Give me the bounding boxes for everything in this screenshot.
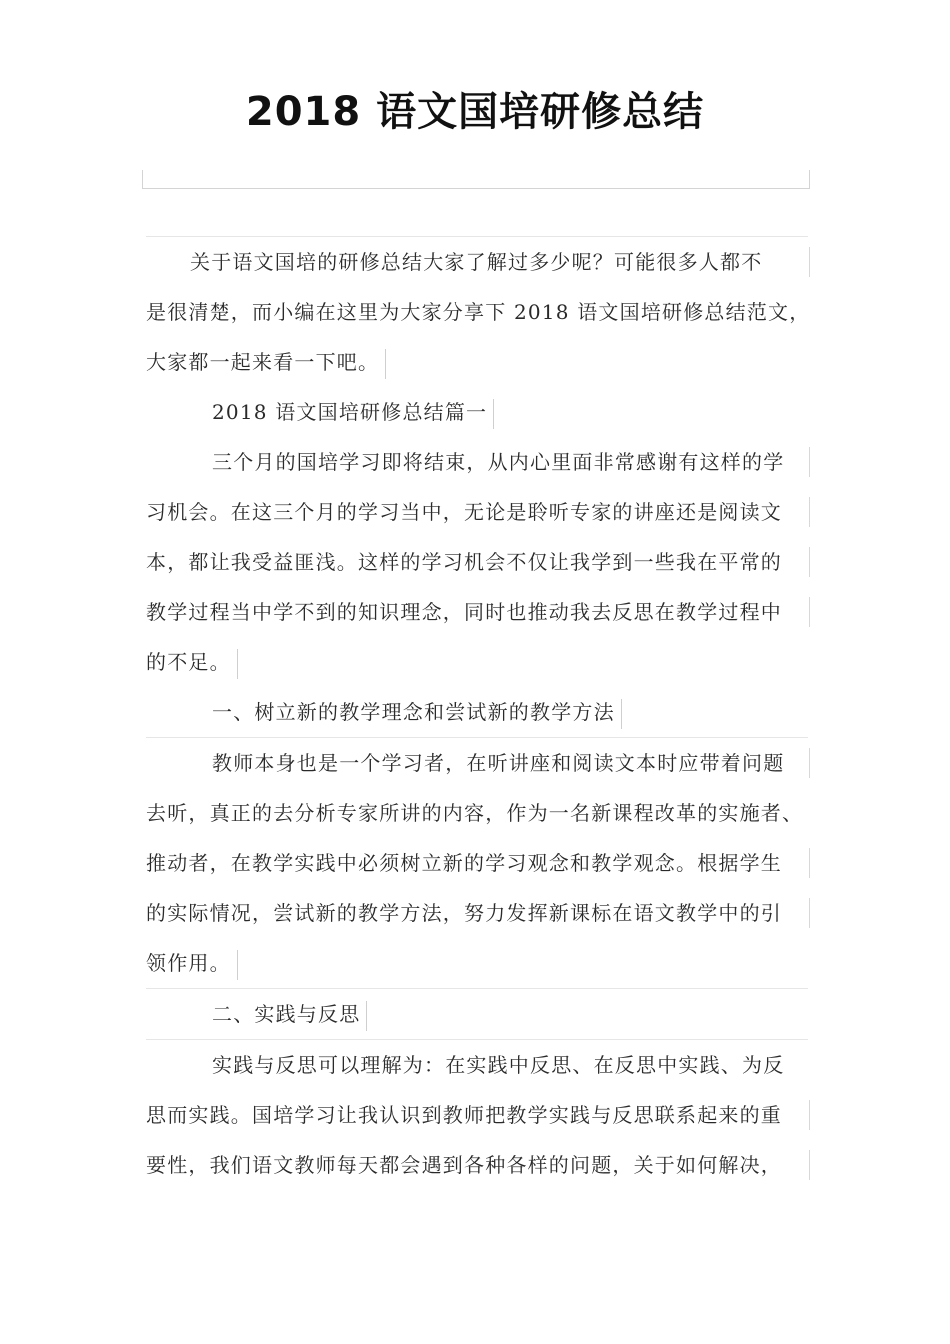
- text-line-content: 关于语文国培的研修总结大家了解过多少呢？可能很多人都不: [190, 250, 763, 274]
- text-line-content: 本，都让我受益匪浅。这样的学习机会不仅让我学到一些我在平常的: [146, 550, 782, 574]
- line-edge-marker: [809, 447, 810, 477]
- section-heading-text: 2018 语文国培研修总结篇一: [212, 400, 488, 424]
- paragraph-end-marker: [237, 950, 238, 980]
- paragraph-end-marker: [366, 1001, 367, 1031]
- line-edge-marker: [809, 247, 810, 277]
- line-edge-marker: [809, 597, 810, 627]
- text-line-content: 推动者，在教学实践中必须树立新的学习观念和教学观念。根据学生: [146, 851, 782, 875]
- section-heading: [146, 687, 808, 737]
- line-edge-marker: [809, 898, 810, 928]
- text-line: [146, 587, 808, 637]
- line-edge-marker: [809, 1150, 810, 1180]
- text-line-content: 三个月的国培学习即将结束，从内心里面非常感谢有这样的学: [212, 450, 785, 474]
- text-line: [146, 437, 808, 487]
- document-body: [146, 236, 811, 1190]
- header-divider: [142, 170, 810, 189]
- text-line-content: 领作用。: [146, 951, 231, 975]
- text-line: [146, 337, 808, 387]
- paragraph-end-marker: [621, 699, 622, 729]
- text-line-content: 教学过程当中学不到的知识理念，同时也推动我去反思在教学过程中: [146, 600, 782, 624]
- text-line: [146, 737, 808, 788]
- line-edge-marker: [809, 547, 810, 577]
- line-edge-marker: [809, 848, 810, 878]
- paragraph-end-marker: [385, 349, 386, 379]
- section-heading-text: 一、树立新的教学理念和尝试新的教学方法: [212, 700, 615, 724]
- text-line-content: 思而实践。国培学习让我认识到教师把教学实践与反思联系起来的重: [146, 1103, 782, 1127]
- text-line: [146, 838, 808, 888]
- text-line: [146, 637, 808, 687]
- text-line: [146, 537, 808, 587]
- paragraph-end-marker: [237, 649, 238, 679]
- text-line-content: 去听，真正的去分析专家所讲的内容，作为一名新课程改革的实施者、: [146, 801, 804, 825]
- text-line: [146, 888, 808, 938]
- text-line: [146, 1039, 808, 1090]
- text-line: [146, 236, 808, 287]
- text-line: [146, 938, 808, 988]
- text-line-content: 习机会。在这三个月的学习当中，无论是聆听专家的讲座还是阅读文: [146, 500, 782, 524]
- line-edge-marker: [809, 1100, 810, 1130]
- text-line-content: 实践与反思可以理解为：在实践中反思、在反思中实践、为反: [212, 1053, 785, 1077]
- section-heading-text: 二、实践与反思: [212, 1002, 361, 1026]
- text-line: [146, 788, 808, 838]
- text-line: [146, 287, 811, 337]
- line-edge-marker: [809, 748, 810, 778]
- line-edge-marker: [809, 497, 810, 527]
- text-line-content: 教师本身也是一个学习者，在听讲座和阅读文本时应带着问题: [212, 751, 785, 775]
- section-heading: [146, 988, 808, 1039]
- page-title: 2018 语文国培研修总结: [245, 89, 705, 135]
- text-line-content: 要性，我们语文教师每天都会遇到各种各样的问题，关于如何解决，: [146, 1153, 782, 1177]
- paragraph-end-marker: [493, 399, 494, 429]
- text-line: [146, 1140, 808, 1190]
- text-line-content: 是很清楚，而小编在这里为大家分享下 2018 语文国培研修总结范文，: [146, 300, 811, 324]
- text-line-content: 的实际情况，尝试新的教学方法，努力发挥新课标在语文教学中的引: [146, 901, 782, 925]
- text-line: [146, 487, 808, 537]
- text-line: [146, 1090, 808, 1140]
- text-line-content: 大家都一起来看一下吧。: [146, 350, 380, 374]
- text-line-content: 的不足。: [146, 650, 231, 674]
- section-heading: [146, 387, 808, 437]
